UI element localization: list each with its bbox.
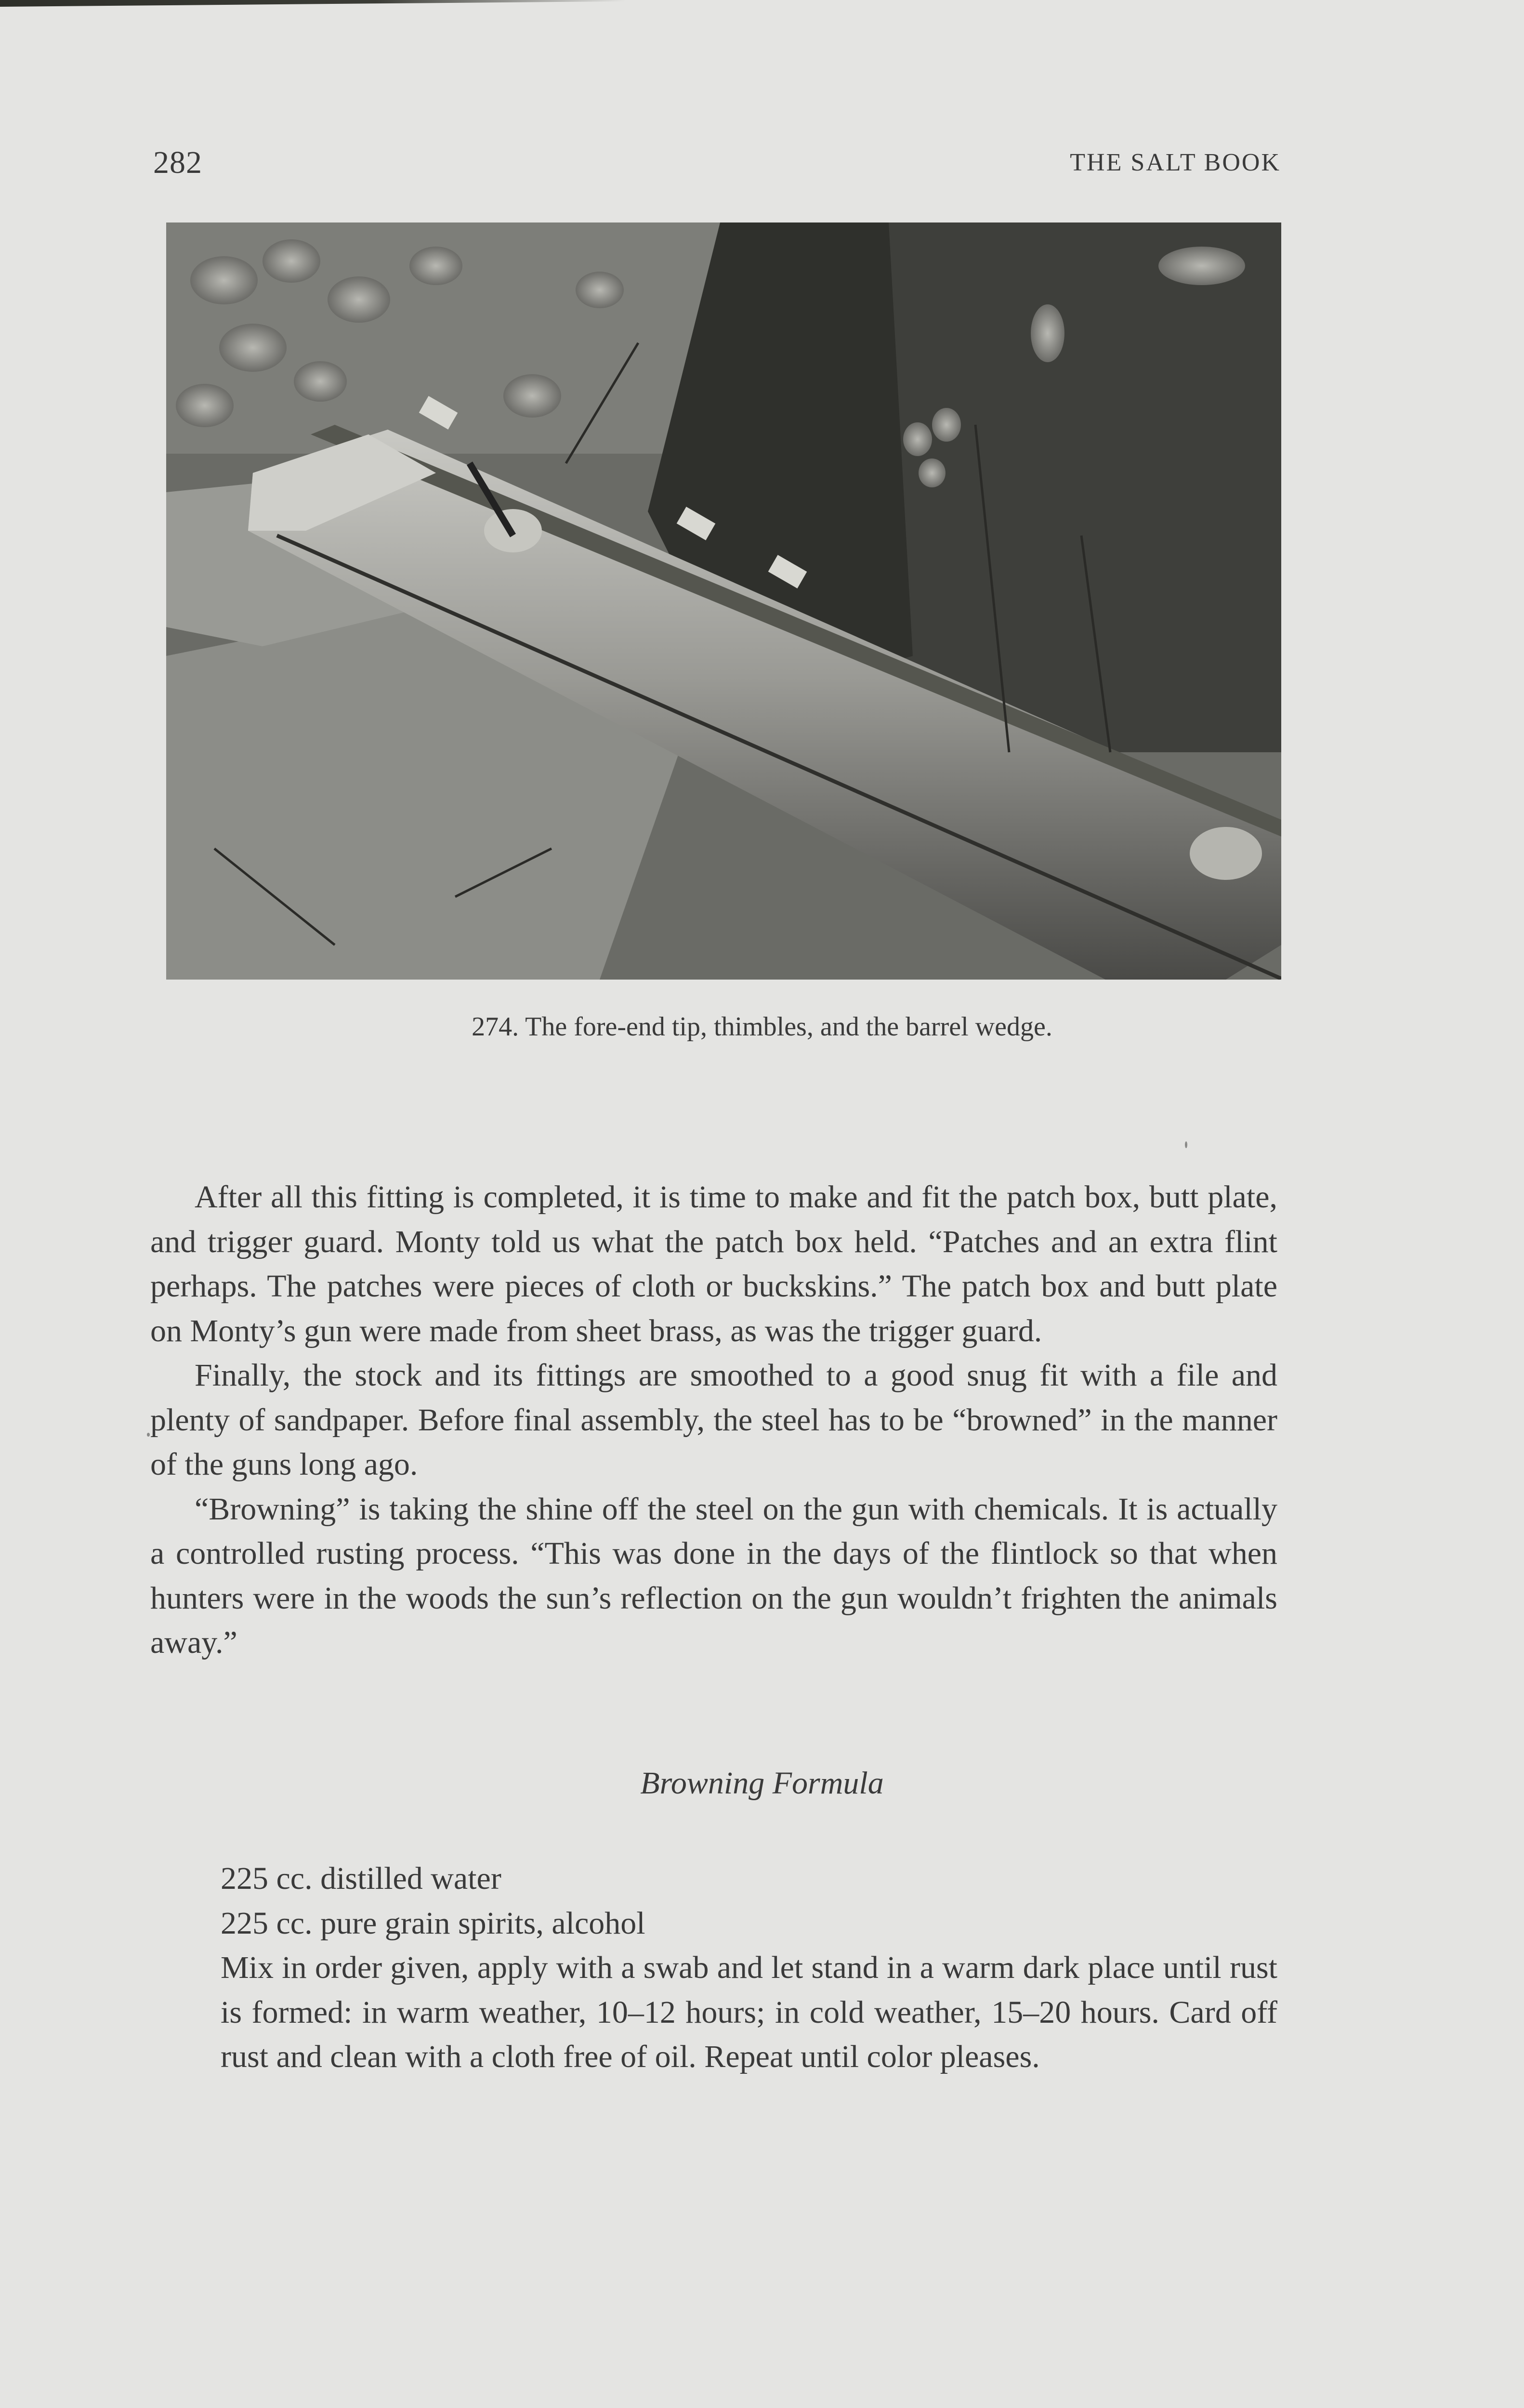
paragraph: “Browning” is taking the shine off the steel on the gun with chemicals. It is actually a controlled rusting process. “This was done in the days of the flintlock so that when hunters were in the woods the sun’s reflection on the gun wouldn’t frighten the animals away.”: [150, 1491, 1277, 1660]
scan-speck: [1185, 1141, 1187, 1148]
formula-line: 225 cc. distilled water: [221, 1861, 501, 1896]
scan-edge-shadow: [0, 0, 626, 7]
scan-speck: [147, 1433, 150, 1437]
formula-block: [221, 1857, 1277, 2080]
paragraph: Finally, the stock and its fittings are smoothed to a good snug fit with a file and plenty of sandpaper. Before final assembly, the steel has to be “browned” in the manner of the guns long ago.: [150, 1358, 1277, 1482]
formula-instructions: Mix in order given, apply with a swab and let stand in a warm dark place until rust is formed: in warm weather, 10–12 hours; in cold weather, 15–20 hours. Card off rust and clean with a cloth free of oil. Repeat until color pleases.: [221, 1950, 1277, 2074]
photo-illustration: [166, 222, 1281, 980]
formula-line: 225 cc. pure grain spirits, alcohol: [221, 1905, 645, 1941]
running-head: THE SALT BOOK: [1070, 149, 1281, 176]
figure-caption: 274. The fore-end tip, thimbles, and the barrel wedge.: [472, 1012, 1052, 1042]
figure-photo: [166, 222, 1281, 980]
formula-title: Browning Formula: [640, 1766, 884, 1801]
photo-side-plate: [1190, 827, 1262, 880]
page-number: 282: [153, 145, 202, 180]
body-text: [150, 1175, 1277, 1665]
paragraph: After all this fitting is completed, it is time to make and fit the patch box, butt plate, and trigger guard. Monty told us what the patch box held. “Patches and an extra flint perhaps. The patches were pieces of cloth or buckskins.” The patch box and butt plate on Monty’s gun were made from sheet brass, as was the trigger guard.: [150, 1179, 1277, 1348]
